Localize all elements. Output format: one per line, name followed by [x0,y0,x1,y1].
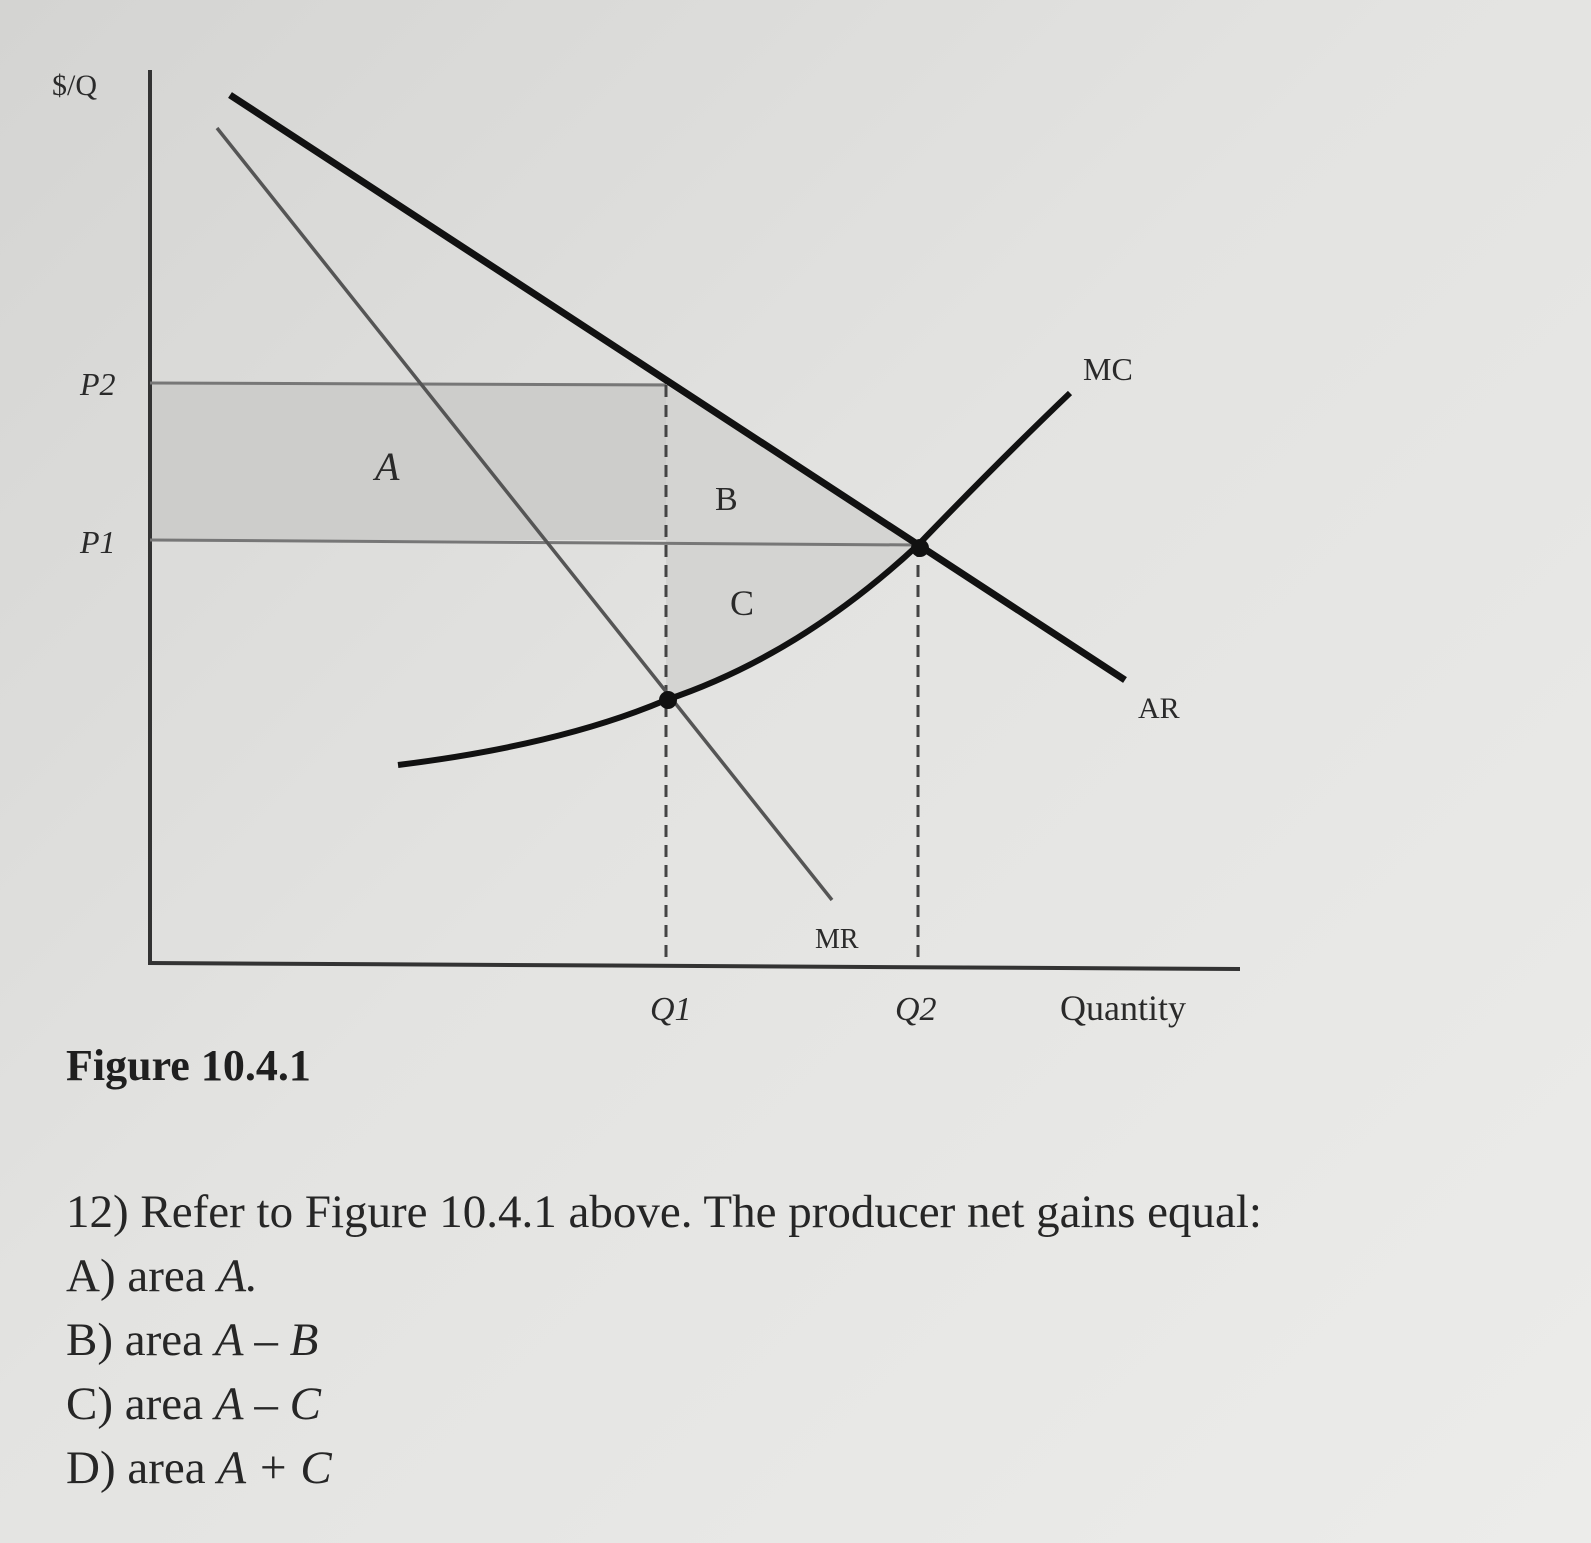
option-d-letter: D) [66,1442,116,1494]
price-label-p1: P1 [80,524,116,560]
figure-caption: Figure 10.4.1 [66,1041,311,1090]
option-c[interactable] [66,1372,1262,1436]
option-a[interactable] [66,1244,1262,1308]
option-c-letter: C) [66,1378,113,1430]
price-label-p2: P2 [80,366,116,402]
option-d[interactable] [66,1436,1262,1500]
option-a-expr: A. [217,1250,258,1302]
option-a-letter: A) [66,1250,116,1302]
x-axis [148,963,1240,969]
curve-label-ar: AR [1138,692,1180,725]
y-axis-label: $/Q [52,69,97,102]
curve-label-mr: MR [815,924,859,955]
option-b-text: area [124,1314,215,1366]
area-label-b: B [715,481,738,518]
area-label-c: C [730,583,755,623]
option-c-expr: A – C [214,1378,321,1430]
area-label-a: A [375,444,400,489]
option-d-text: area [127,1442,218,1494]
curve-label-mc: MC [1083,351,1133,387]
p2-guide-line [150,383,666,385]
option-c-text: area [124,1378,215,1430]
option-b[interactable] [66,1308,1262,1372]
question-text: 12) Refer to Figure 10.4.1 above. The producer net gains equal: [66,1186,1262,1238]
option-d-expr: A + C [217,1442,332,1494]
mc-mr-intersection-dot [659,691,677,709]
area-c-shading [666,545,918,700]
mc-ar-intersection-dot [911,539,929,557]
quantity-label-q2: Q2 [895,991,937,1028]
x-axis-label: Quantity [1060,988,1186,1028]
option-b-expr: A – B [214,1314,319,1366]
quantity-label-q1: Q1 [650,991,692,1028]
question-block [66,1180,1262,1500]
option-a-text: area [127,1250,218,1302]
option-b-letter: B) [66,1314,113,1366]
area-a-shading [150,383,666,540]
